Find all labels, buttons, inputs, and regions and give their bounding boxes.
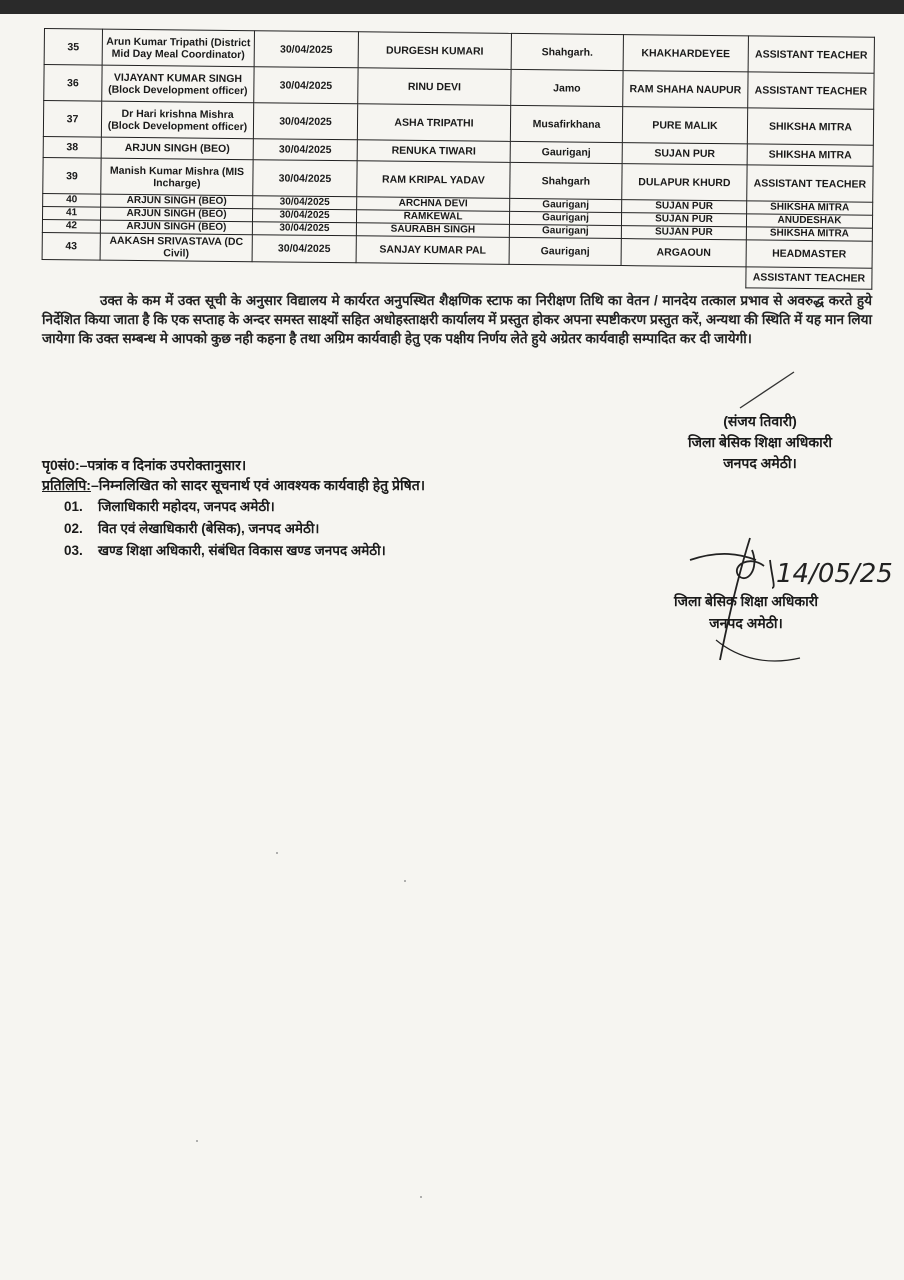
serial-cell: 40 [43,193,101,207]
designation-cell: SHIKSHA MITRA [747,108,873,145]
designation-cell: ASSISTANT TEACHER [747,165,873,202]
designation-cell: SHIKSHA MITRA [747,201,873,215]
teacher-cell: RAMKEWAL [356,210,509,225]
serial-cell: 39 [43,157,101,194]
date-cell: 30/04/2025 [254,31,358,68]
designation-cell: ANUDESHAK [746,214,872,228]
school-cell: SUJAN PUR [622,200,747,214]
serial-cell: 42 [42,219,100,233]
teacher-cell: DURGESH KUMARI [358,32,511,70]
empty-cell [252,262,356,284]
reference-line: पृ0सं0:–पत्रांक व दिनांक उपरोक्तानुसार। [42,457,247,473]
designation-cell: ASSISTANT TEACHER [748,36,874,73]
officer-cell: Manish Kumar Mishra (MIS Incharge) [101,158,253,196]
designation-cell: ASSISTANT TEACHER [748,72,874,109]
date-cell: 30/04/2025 [253,103,357,140]
block-cell: Gauriganj [510,198,622,212]
signature-date: 14/05/25 [776,559,893,589]
serial-cell: 36 [44,65,102,102]
date-cell: 30/04/2025 [252,235,356,263]
date-cell: 30/04/2025 [253,139,357,161]
officer-cell: VIJAYANT KUMAR SINGH (Block Development officer) [102,65,254,103]
date-cell: 30/04/2025 [252,209,356,223]
officer-cell: ARJUN SINGH (BEO) [101,137,253,160]
designation-cell: SHIKSHA MITRA [747,144,873,166]
block-cell: Gauriganj [509,224,621,238]
initial-stroke [736,370,796,410]
empty-cell [621,266,746,288]
designation-cell: HEADMASTER [746,240,872,268]
block-cell: Gauriganj [510,141,622,163]
teacher-cell: SANJAY KUMAR PAL [356,236,509,265]
teacher-cell: RINU DEVI [358,68,511,106]
cc-text: –निम्नलिखित को सादर सूचनार्थ एवं आवश्यक कार्यवाही हेतु प्रेषित। [90,477,426,493]
teacher-cell: ASHA TRIPATHI [357,104,510,142]
signatory2-title: जिला बेसिक शिक्षा अधिकारी [673,593,819,609]
block-cell: Gauriganj [509,237,621,265]
signatory-district: जनपद अमेठी। [723,455,797,471]
serial-cell: 41 [42,206,100,220]
signature-block-2 [636,590,856,634]
officer-cell: Arun Kumar Tripathi (District Mid Day Meal Coordinator) [102,29,254,67]
date-cell: 30/04/2025 [253,196,357,210]
cc-list [64,496,386,562]
teacher-cell: RENUKA TIWARI [357,140,510,163]
school-cell: ARGAOUN [621,239,746,267]
school-cell: DULAPUR KHURD [622,164,747,201]
empty-cell [509,264,621,286]
cc-label: प्रतिलिपि: [42,477,91,493]
officer-cell: ARJUN SINGH (BEO) [100,220,252,235]
absent-staff-table [41,28,875,290]
officer-cell: Dr Hari krishna Mishra (Block Development officer) [101,101,253,139]
instruction-paragraph: उक्त के कम में उक्त सूची के अनुसार विद्यालय मे कार्यरत अनुपस्थित शैक्षणिक स्टाफ का निरीक्षण तिथि का वेतन / मानदेय तत्काल प्रभाव से अवरुद्ध करते हुये निर्देशित किया जाता है कि एक सप्ताह के अन्दर समस्त साक्ष्यों सहित अधोहस्ताक्षरी कार्यालय में प्रस्तुत होकर अपना स्पष्टीकरण प्रस्तुत करें, अन्यथा की स्थिति में यह मान लिया जायेगा कि उक्त सम्बन्ध मे आपको कुछ नही कहना है तथा अग्रिम कार्यवाही हेतु एक पक्षीय निर्णय लेते हुये अग्रेतर कार्यवाही सम्पादित कर दी जायेगी। [42,293,873,346]
teacher-cell: RAM KRIPAL YADAV [357,161,510,199]
date-cell: 30/04/2025 [253,160,357,197]
empty-cell [42,259,100,281]
school-cell: KHAKHARDEYEE [623,35,748,72]
signatory-name: (संजय तिवारी) [723,413,797,429]
block-cell: Jamo [511,69,623,106]
empty-cell [100,260,252,283]
list-item: 01. जिलाधिकारी महोदय, जनपद अमेठी। [64,499,275,514]
signatory2-district: जनपद अमेठी। [709,615,783,631]
school-cell: RAM SHAHA NAUPUR [623,71,748,108]
signature-block [660,411,860,474]
designation-cell: ASSISTANT TEACHER [746,267,872,289]
list-item: 02. वित एवं लेखाधिकारी (बेसिक), जनपद अमेठी। [64,521,320,536]
school-cell: PURE MALIK [622,107,747,144]
school-cell: SUJAN PUR [621,213,746,227]
list-item: 03. खण्ड शिक्षा अधिकारी, संबंधित विकास खण्ड जनपद अमेठी। [64,543,386,558]
signatory-title: जिला बेसिक शिक्षा अधिकारी [687,434,833,450]
serial-cell: 43 [42,232,100,260]
date-cell: 30/04/2025 [252,222,356,236]
empty-cell [356,263,509,286]
school-cell: SUJAN PUR [621,226,746,240]
school-cell: SUJAN PUR [622,143,747,165]
designation-cell: SHIKSHA MITRA [746,227,872,241]
officer-cell: AAKASH SRIVASTAVA (DC Civil) [100,233,252,262]
block-cell: Gauriganj [509,211,621,225]
officer-cell: ARJUN SINGH (BEO) [100,207,252,222]
block-cell: Shahgarh [510,162,622,199]
reference-block [42,455,425,495]
teacher-cell: ARCHNA DEVI [357,197,510,212]
serial-cell: 38 [43,136,101,158]
block-cell: Musafirkhana [510,105,622,142]
block-cell: Shahgarh. [511,33,623,70]
officer-cell: ARJUN SINGH (BEO) [101,194,253,209]
serial-cell: 35 [44,29,102,66]
serial-cell: 37 [43,101,101,138]
teacher-cell: SAURABH SINGH [356,223,509,238]
date-cell: 30/04/2025 [254,67,358,104]
